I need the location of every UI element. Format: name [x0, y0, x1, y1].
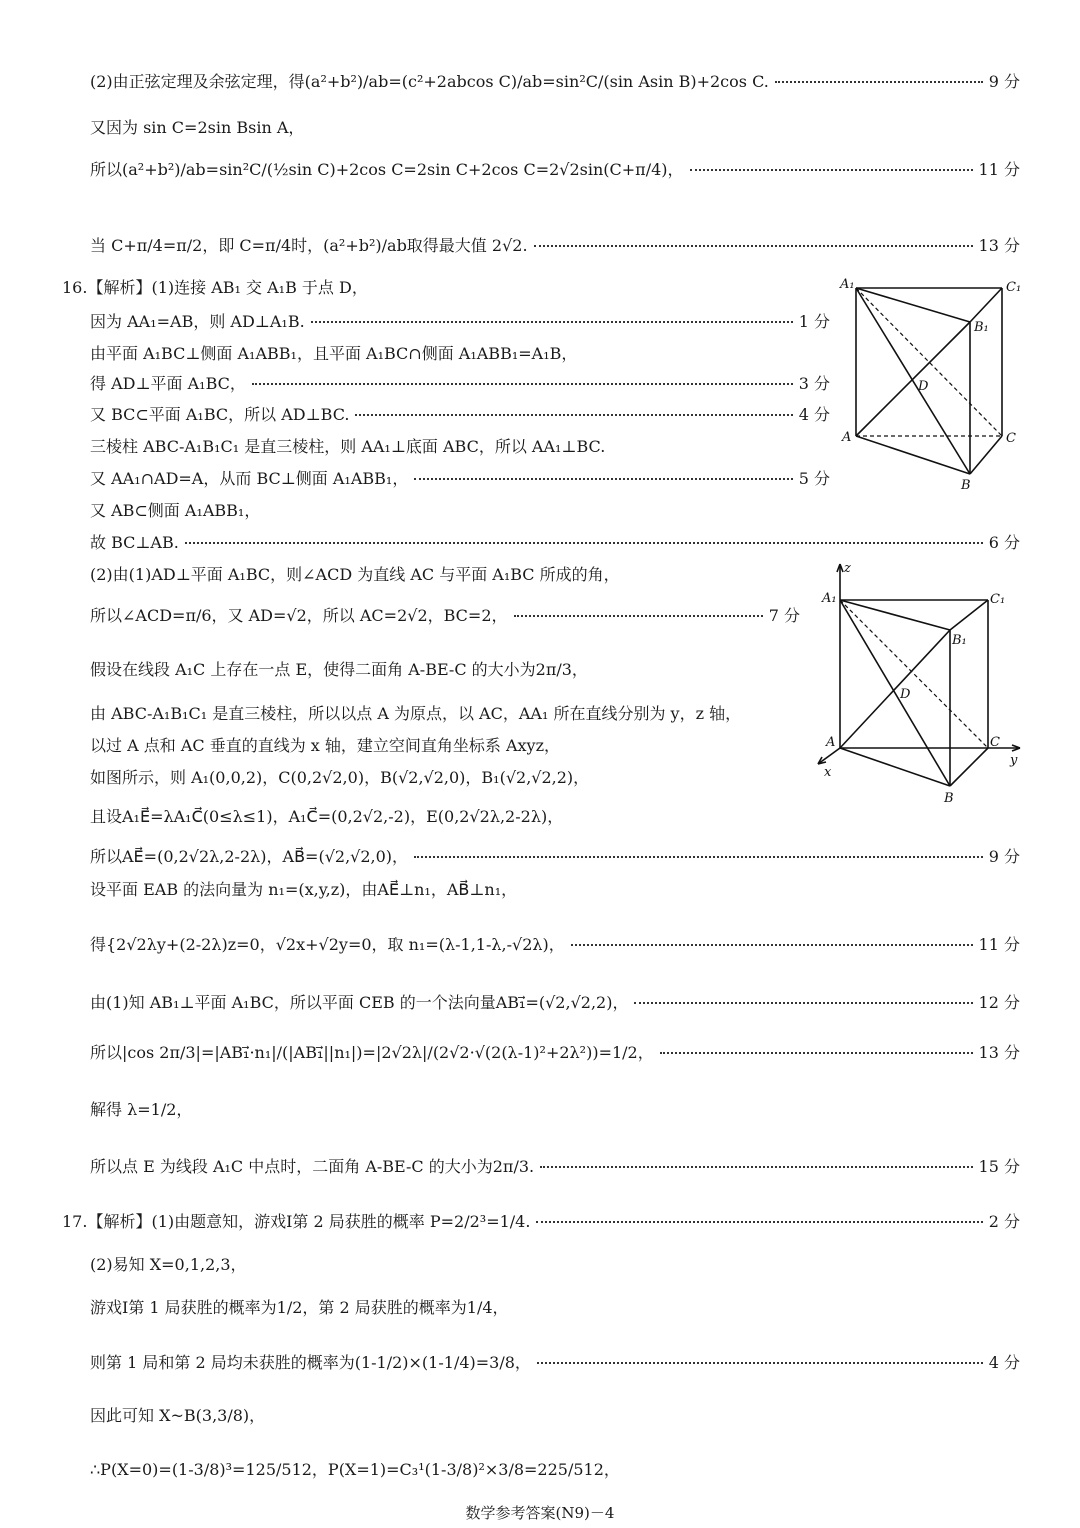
label-C: C [990, 735, 1000, 750]
line-text: 解得 λ=1/2， [90, 1100, 193, 1119]
prism-figure-1 [836, 274, 1032, 496]
solution-line [90, 565, 820, 585]
dot-leader [414, 856, 983, 858]
score-label: 9 分 [988, 72, 1020, 91]
label-z: z [844, 561, 851, 576]
solution-line [90, 533, 1020, 553]
solution-line [90, 1043, 1020, 1063]
solution-line [90, 437, 820, 457]
label-B: B [944, 791, 954, 806]
solution-line [90, 880, 1020, 900]
dot-leader [537, 1362, 983, 1364]
score-label: 11 分 [978, 935, 1020, 954]
score-label: 6 分 [988, 533, 1020, 552]
label-C: C [1006, 431, 1016, 446]
label-C1: C₁ [990, 592, 1006, 607]
label-B1: B₁ [974, 320, 989, 335]
solution-line [90, 736, 820, 756]
label-D: D [900, 687, 911, 702]
solution-line [90, 935, 1020, 955]
dot-leader [355, 414, 792, 416]
score-label: 7 分 [768, 606, 800, 625]
solution-line [90, 847, 1020, 867]
line-text: 因此可知 X~B(3,3/8)， [90, 1406, 266, 1425]
solution-line [62, 1212, 1020, 1232]
label-A1: A₁ [840, 277, 855, 292]
score-label: 4 分 [798, 405, 830, 424]
dot-leader [311, 321, 793, 323]
line-text: 故 BC⊥AB. [90, 533, 179, 552]
dot-leader [571, 944, 973, 946]
label-y: y [1010, 753, 1018, 768]
line-text: 由平面 A₁BC⊥侧面 A₁ABB₁，且平面 A₁BC∩侧面 A₁ABB₁=A₁B， [90, 344, 578, 363]
solution-line [90, 1298, 1020, 1318]
label-A: A [842, 430, 852, 445]
score-label: 1 分 [798, 312, 830, 331]
dot-leader [185, 542, 983, 544]
solution-line [90, 405, 830, 425]
line-text: 以过 A 点和 AC 垂直的直线为 x 轴，建立空间直角坐标系 Axyz， [90, 736, 561, 755]
line-text: 因为 AA₁=AB，则 AD⊥A₁B. [90, 312, 305, 331]
line-text: 又 BC⊂平面 A₁BC，所以 AD⊥BC. [90, 405, 350, 424]
solution-line [90, 1353, 1020, 1373]
solution-line [90, 1406, 1020, 1426]
line-text: 由(1)知 AB₁⊥平面 A₁BC，所以平面 CEB 的一个法向量AB₁⃗=(√2,√2,2)， [90, 993, 629, 1012]
solution-line [90, 1255, 1020, 1275]
score-label: 5 分 [798, 469, 830, 488]
solution-line [90, 160, 1020, 180]
dot-leader [540, 1166, 972, 1168]
line-text: 17.【解析】(1)由题意知，游戏Ⅰ第 2 局获胜的概率 P=2/2³=1/4. [62, 1212, 531, 1231]
dot-leader [690, 169, 973, 171]
line-text: 且设A₁E⃗=λA₁C⃗(0≤λ≤1)，A₁C⃗=(0,2√2,-2)，E(0,2√2λ,2-2λ)， [90, 807, 564, 826]
label-x: x [824, 765, 832, 780]
dot-leader [775, 81, 983, 83]
line-text: 又 AA₁∩AD=A，从而 BC⊥侧面 A₁ABB₁， [90, 469, 409, 488]
dot-leader [252, 383, 793, 385]
line-text: 得 AD⊥平面 A₁BC， [90, 374, 246, 393]
line-text: (2)由正弦定理及余弦定理，得(a²+b²)/ab=(c²+2abcos C)/ab=sin²C/(sin Asin B)+2cos C. [90, 72, 769, 91]
line-text: 所以点 E 为线段 A₁C 中点时，二面角 A-BE-C 的大小为2π/3. [90, 1157, 535, 1176]
line-text: 假设在线段 A₁C 上存在一点 E，使得二面角 A-BE-C 的大小为2π/3， [90, 660, 588, 679]
solution-line [90, 1460, 1020, 1480]
line-text: 又 AB⊂侧面 A₁ABB₁， [90, 501, 261, 520]
solution-line [90, 374, 830, 394]
line-text: 所以|cos 2π/3|=|AB₁⃗·n₁|/(|AB₁⃗||n₁|)=|2√2λ|/(2√2·√(2(λ-1)²+2λ²))=1/2， [90, 1043, 654, 1062]
line-text: 游戏Ⅰ第 1 局获胜的概率为1/2，第 2 局获胜的概率为1/4， [90, 1298, 509, 1317]
label-B: B [961, 478, 971, 493]
label-D: D [918, 379, 929, 394]
score-label: 3 分 [798, 374, 830, 393]
line-text: 当 C+π/4=π/2，即 C=π/4时，(a²+b²)/ab取得最大值 2√2. [90, 236, 528, 255]
dot-leader [660, 1052, 973, 1054]
solution-line [90, 807, 820, 827]
line-text: 则第 1 局和第 2 局均未获胜的概率为(1-1/2)×(1-1/4)=3/8， [90, 1353, 531, 1372]
score-label: 2 分 [988, 1212, 1020, 1231]
score-label: 13 分 [978, 236, 1020, 255]
line-text: 得{2√2λy+(2-2λ)z=0，√2x+√2y=0，取 n₁=(λ-1,1-λ,-√2λ)， [90, 935, 565, 954]
dot-leader [414, 478, 792, 480]
dot-leader [534, 245, 973, 247]
score-label: 15 分 [978, 1157, 1020, 1176]
line-text: 由 ABC-A₁B₁C₁ 是直三棱柱，所以以点 A 为原点，以 AC，AA₁ 所在直线分别为 y，z 轴， [90, 704, 742, 723]
label-B1: B₁ [952, 633, 967, 648]
solution-line [62, 278, 820, 298]
page-footer: 数学参考答案(N9)－4 [465, 1504, 615, 1522]
line-text: 三棱柱 ABC-A₁B₁C₁ 是直三棱柱，则 AA₁⊥底面 ABC，所以 AA₁⊥BC. [90, 437, 606, 456]
solution-line [90, 236, 1020, 256]
solution-line [90, 312, 830, 332]
score-label: 11 分 [978, 160, 1020, 179]
line-text: 设平面 EAB 的法向量为 n₁=(x,y,z)，由AE⃗⊥n₁，AB⃗⊥n₁， [90, 880, 518, 899]
score-label: 12 分 [978, 993, 1020, 1012]
solution-line [90, 1157, 1020, 1177]
label-A: A [826, 735, 836, 750]
score-label: 9 分 [988, 847, 1020, 866]
line-text: 所以AE⃗=(0,2√2λ,2-2λ)，AB⃗=(√2,√2,0)， [90, 847, 409, 866]
solution-line [90, 704, 820, 724]
line-text: (2)由(1)AD⊥平面 A₁BC，则∠ACD 为直线 AC 与平面 A₁BC 所成的角， [90, 565, 620, 584]
label-A1: A₁ [822, 591, 837, 606]
label-C1: C₁ [1006, 280, 1022, 295]
solution-line [90, 606, 800, 626]
prism-coordinate-figure-2 [812, 560, 1030, 810]
line-text: 所以(a²+b²)/ab=sin²C/(½sin C)+2cos C=2sin C+2cos C=2√2sin(C+π/4)， [90, 160, 684, 179]
solution-line [90, 501, 820, 521]
solution-line [90, 993, 1020, 1013]
dot-leader [514, 615, 763, 617]
solution-line [90, 118, 1020, 138]
line-text: 所以∠ACD=π/6，又 AD=√2，所以 AC=2√2，BC=2， [90, 606, 508, 625]
line-text: 又因为 sin C=2sin Bsin A， [90, 118, 305, 137]
dot-leader [536, 1221, 982, 1223]
solution-line [90, 469, 830, 489]
solution-line [90, 1100, 1020, 1120]
score-label: 4 分 [988, 1353, 1020, 1372]
line-text: 16.【解析】(1)连接 AB₁ 交 A₁B 于点 D， [62, 278, 368, 297]
score-label: 13 分 [978, 1043, 1020, 1062]
solution-line [90, 72, 1020, 92]
solution-line [90, 768, 820, 788]
line-text: (2)易知 X=0,1,2,3， [90, 1255, 247, 1274]
line-text: 如图所示，则 A₁(0,0,2)，C(0,2√2,0)，B(√2,√2,0)，B₁(√2,√2,2)， [90, 768, 590, 787]
line-text: ∴P(X=0)=(1-3/8)³=125/512，P(X=1)=C₃¹(1-3/8)²×3/8=225/512， [90, 1460, 620, 1479]
solution-line [90, 344, 820, 364]
dot-leader [634, 1002, 972, 1004]
solution-line [90, 660, 820, 680]
